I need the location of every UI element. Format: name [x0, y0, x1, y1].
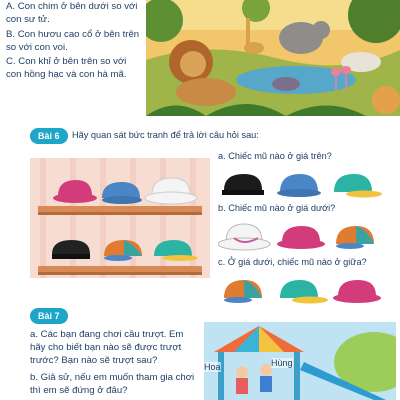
answer-hats-row-a — [218, 164, 398, 208]
bai7-text-b: b. Giả sử, nếu em muốn tham gia chơi thì em sẽ đứng ở đâu? — [30, 372, 195, 396]
black-cap-icon — [224, 174, 262, 190]
option-b-text: B. Con hươu cao cổ ở bên trên so với con voi. — [6, 29, 140, 53]
jungle-animals-illustration — [146, 0, 400, 116]
bai7-badge: Bài 7 — [30, 308, 68, 324]
hat-shelves-illustration — [30, 158, 210, 278]
answer-hats-row-b — [218, 216, 398, 260]
label-hung: Hùng — [271, 358, 293, 368]
bai6-question-a: a. Chiếc mũ nào ở giá trên? — [218, 151, 332, 161]
answer-hats-row-c — [218, 270, 398, 314]
teal-cap-icon — [334, 174, 372, 192]
option-a-text: A. Con chim ở bên dưới so với con sư tử. — [6, 1, 138, 25]
playground-slide-illustration — [204, 322, 396, 400]
option-c-text: C. Con khỉ ở bên trên so với con hồng hạc và con hà mã. — [6, 56, 127, 80]
label-hoa: Hoa — [204, 362, 221, 372]
bai7-text-a: a. Các bạn đang chơi cầu trượt. Em hãy cho biết bạn nào sẽ được trượt trước? Bạn nào sẽ trượt sau? — [30, 329, 184, 366]
bai6-prompt: Hãy quan sát bức tranh để trả lời câu hỏi sau: — [72, 130, 259, 140]
bai6-question-c: c. Ở giá dưới, chiếc mũ nào ở giữa? — [218, 257, 367, 267]
bai6-question-b: b. Chiếc mũ nào ở giá dưới? — [218, 203, 336, 213]
teal-cap-icon — [280, 280, 318, 298]
bai6-badge: Bài 6 — [30, 128, 68, 144]
